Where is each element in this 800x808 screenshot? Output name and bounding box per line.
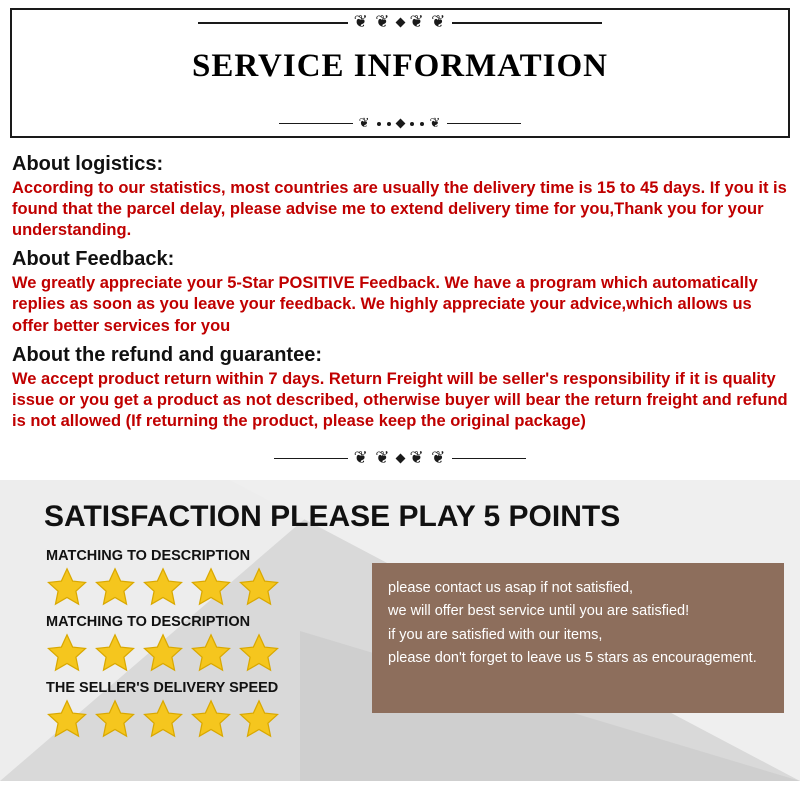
ornament-flourish-right: ❦ ❦ bbox=[409, 12, 447, 32]
service-note-box bbox=[372, 563, 784, 713]
star-icon bbox=[94, 566, 136, 608]
star-rating[interactable] bbox=[46, 566, 286, 608]
star-rating[interactable] bbox=[46, 632, 286, 674]
ornament-divider-middle bbox=[0, 448, 800, 474]
ornament-flourish-left-2: ❦ bbox=[358, 116, 371, 131]
ornament-flourish-left: ❦ ❦ bbox=[353, 12, 391, 32]
ornament-diamond-3 bbox=[395, 454, 405, 464]
ornament-rule-right-3 bbox=[452, 458, 526, 459]
section-heading: About the refund and guarantee: bbox=[12, 343, 322, 366]
ornament-rule-right bbox=[452, 22, 602, 24]
rating-row-2 bbox=[46, 614, 286, 674]
star-icon bbox=[94, 632, 136, 674]
section-heading: About logistics: bbox=[12, 153, 164, 175]
note-line-3: if you are satisfied with our items, bbox=[388, 626, 603, 643]
star-icon bbox=[190, 632, 232, 674]
ornament-rule-left bbox=[198, 22, 348, 24]
rating-row-1 bbox=[46, 548, 286, 608]
service-information-page bbox=[0, 8, 800, 808]
ornament-rule-left-2 bbox=[279, 123, 353, 124]
page-title: SERVICE INFORMATION bbox=[191, 48, 608, 84]
star-icon bbox=[142, 698, 184, 740]
ornament-dot-2 bbox=[387, 122, 391, 126]
ornament-diamond bbox=[395, 18, 405, 28]
ornament-rule-left-3 bbox=[274, 458, 348, 459]
star-icon bbox=[238, 632, 280, 674]
policy-sections bbox=[0, 138, 800, 432]
ornament-flourish-right-3: ❦ ❦ bbox=[409, 447, 447, 468]
rating-label: MATCHING TO DESCRIPTION bbox=[46, 547, 251, 564]
section-heading: About Feedback: bbox=[12, 248, 175, 271]
rating-row-3 bbox=[46, 680, 286, 740]
ornament-rule-right-2 bbox=[447, 123, 521, 124]
star-icon bbox=[238, 566, 280, 608]
star-icon bbox=[46, 698, 88, 740]
ornament-diamond-2 bbox=[395, 119, 405, 129]
ornament-flourish-left-3: ❦ ❦ bbox=[353, 447, 391, 468]
star-icon bbox=[190, 566, 232, 608]
section-body: We greatly appreciate your 5-Star POSITIVE Feedback. We have a program which automatically replies as soon as you leave your feedback. We highly appreciate your advice,which allows us offer better services for you bbox=[12, 274, 758, 335]
satisfaction-panel bbox=[0, 480, 800, 781]
note-line-1: please contact us asap if not satisfied, bbox=[388, 579, 634, 596]
rating-label: THE SELLER'S DELIVERY SPEED bbox=[46, 679, 279, 696]
rating-label: MATCHING TO DESCRIPTION bbox=[46, 613, 251, 630]
note-line-2: we will offer best service until you are satisfied! bbox=[388, 603, 690, 620]
star-icon bbox=[94, 698, 136, 740]
ornament-flourish-right-2: ❦ bbox=[429, 116, 442, 131]
ornament-top bbox=[12, 14, 788, 31]
star-icon bbox=[142, 566, 184, 608]
section-body: We accept product return within 7 days. Return Freight will be seller's responsibility if it is quality issue or you get a product as not described, otherwise buyer will bear the return freight and refund is not allowed (If returning the product, please keep the original package) bbox=[12, 369, 788, 430]
star-icon bbox=[238, 698, 280, 740]
star-icon bbox=[46, 566, 88, 608]
ornament-bottom bbox=[12, 117, 788, 130]
ornament-dot-4 bbox=[420, 122, 424, 126]
star-icon bbox=[190, 698, 232, 740]
section-logistics bbox=[12, 152, 788, 241]
section-refund bbox=[12, 343, 788, 432]
ornament-dot-1 bbox=[377, 122, 381, 126]
satisfaction-title: SATISFACTION PLEASE PLAY 5 POINTS bbox=[44, 499, 621, 533]
star-icon bbox=[46, 632, 88, 674]
star-icon bbox=[142, 632, 184, 674]
header-banner bbox=[10, 8, 790, 138]
star-rating[interactable] bbox=[46, 698, 286, 740]
section-body: According to our statistics, most countries are usually the delivery time is 15 to 45 days. If you it is found that the parcel delay, please advise me to extend delivery time for you,Thank you for your understanding. bbox=[12, 179, 787, 240]
ornament-dot-3 bbox=[410, 122, 414, 126]
section-feedback bbox=[12, 247, 788, 336]
note-line-4: please don't forget to leave us 5 stars as encouragement. bbox=[388, 650, 757, 667]
